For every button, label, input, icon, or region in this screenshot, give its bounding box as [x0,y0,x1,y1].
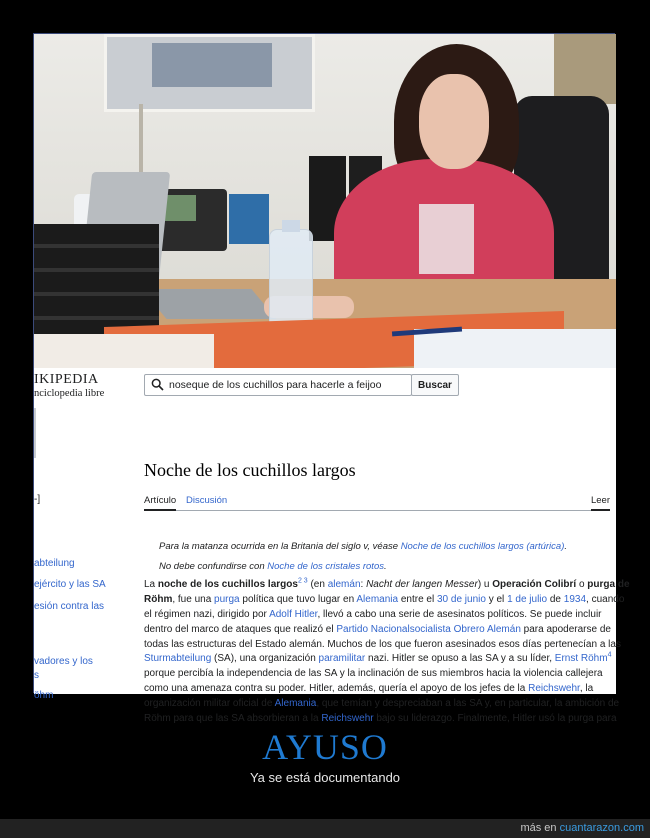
body-line: La noche de los cuchillos largos$^{2 3}$ (en alemán: Nacht der langen Messer) u Operación Colibrí o purga de [144,577,630,590]
link[interactable]: Reichswehr [321,713,374,725]
link[interactable]: Alemania [274,698,317,710]
footer-text: más en cuantarazon.com [520,822,644,834]
toc-item[interactable]: -] [34,494,41,505]
toc-item[interactable]: öhm [34,690,54,701]
article-body [144,577,630,727]
toc-item[interactable]: s [34,670,39,681]
tab-read[interactable]: Leer [591,495,610,511]
table-of-contents [34,368,134,701]
body-line: todas las estructuras del Estado alemán. Muchos de los que fueron asesinados esos días pertenecían a las [144,638,621,650]
search-button[interactable]: Buscar [411,374,459,396]
link[interactable]: 1934 [563,593,587,605]
search-input[interactable] [169,377,407,393]
hatnote-link[interactable]: Noche de los cristales rotos [267,561,384,572]
logo-name: IKIPEDIA [34,372,99,387]
body-line: Sturmabteilung (SA), una organización paramilitar nazi. Hitler se opuso a las SA y a su líder, Ernst Röhm$^4$ [144,652,612,665]
link[interactable]: 1 de julio [507,593,548,605]
link[interactable]: Sturmabteilung [144,653,212,665]
page-tabs [144,488,610,511]
footer-bar [0,819,650,838]
logo-tagline: nciclopedia libre [34,388,105,399]
body-line: como una amenaza contra su poder. Hitler, además, quería el apoyo de los jefes de la Reichswehr, la [144,683,594,695]
office-photo [34,34,616,368]
toc-item[interactable]: abteilung [34,558,75,569]
link[interactable]: 30 de junio [437,593,486,605]
body-line: Röhm, fue una purga política que tuvo lugar en Alemania entre el 30 de junio y el 1 de julio de 1934, cuando [144,593,625,605]
hatnote: Para la matanza ocurrida en la Britania del siglo v, véase Noche de los cuchillos largos (artúrica). [159,541,568,552]
search-box[interactable] [144,374,412,396]
page-title: Noche de los cuchillos largos [144,460,356,480]
body-line: el régimen nazi, dirigido por Adolf Hitler, llevó a cabo una serie de asesinatos políticos. Se puede incluir [144,608,602,620]
caption-title: AYUSO [262,727,388,767]
body-line: organización militar oficial de Alemania, que temían y despreciaban a las SA y, en particular, la ambición de [144,698,620,710]
link[interactable]: paramilitar [318,653,366,665]
site-link[interactable]: cuantarazon.com [559,822,644,834]
meme-frame [33,33,630,725]
link[interactable]: Alemania [356,593,399,605]
link[interactable]: Adolf Hitler [269,608,318,620]
hatnote: No debe confundirse con Noche de los cristales rotos. [159,561,387,572]
link[interactable]: alemán [327,579,361,590]
search-icon [151,378,164,391]
hatnote-link[interactable]: Noche de los cuchillos largos (artúrica) [400,541,565,552]
toc-item[interactable]: esión contra las [34,601,105,612]
body-line: porque percibía la independencia de las SA y la inclinación de sus miembros hacia la violencia callejera [144,668,603,680]
link[interactable]: Partido Nacionalsocialista Obrero Alemán [336,623,521,635]
wikipedia-page [34,368,630,725]
sidebar-divider [34,408,36,458]
link[interactable]: Reichswehr [528,683,580,695]
body-line: Röhm para que las SA absorbieran a la Reichswehr bajo su liderazgo. Finalmente, Hitler usó la purga para [144,713,617,725]
body-line: dentro del marco de ataques que realizó el Partido Nacionalsocialista Obrero Alemán para apoderarse de [144,623,611,635]
toc-item[interactable]: vadores y los [34,656,93,667]
link[interactable]: Ernst Röhm [554,653,608,665]
caption-subtitle: Ya se está documentando [249,770,401,785]
tab-article[interactable]: Artículo [144,495,176,511]
link[interactable]: purga [214,593,240,605]
citation[interactable]: 2 3 [297,577,308,585]
citation[interactable]: 4 [607,652,612,660]
tab-discussion[interactable]: Discusión [186,495,228,506]
toc-item[interactable]: ejército y las SA [34,579,106,590]
